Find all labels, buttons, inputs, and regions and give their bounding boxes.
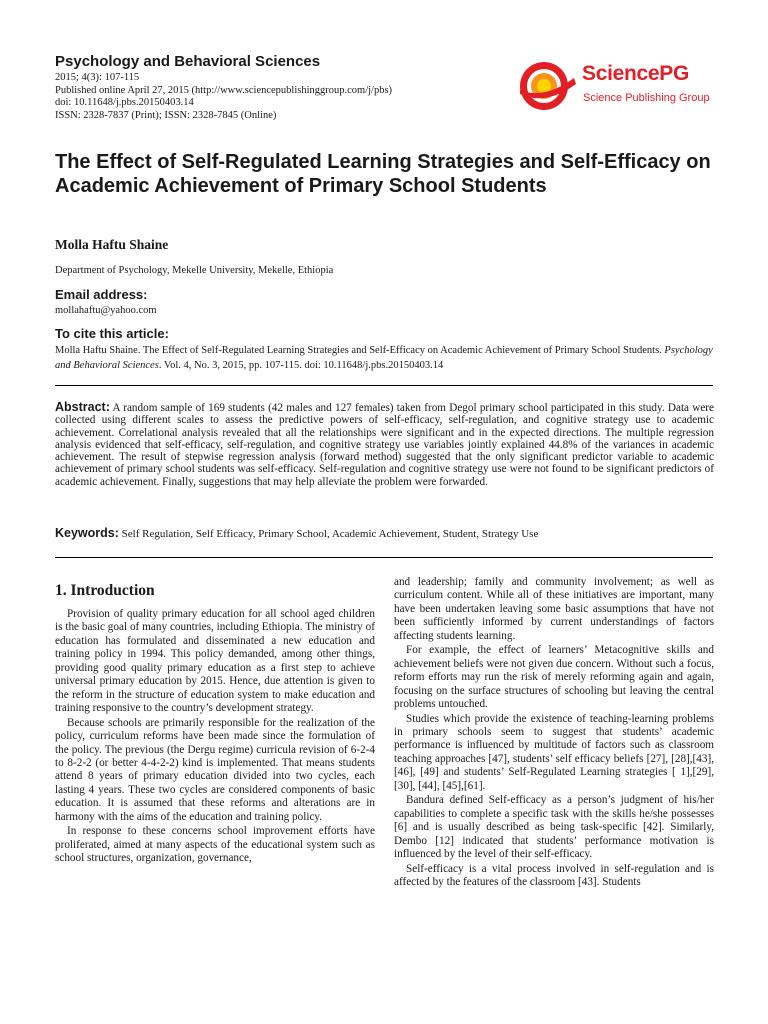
abstract: [55, 401, 714, 488]
abstract-text: A random sample of 169 students (42 males and 127 females) taken from Degol primary school participated in this study. Data were collected using different scales to assess the predictive powers of self-efficacy, self-regulation, and cognitive strategy use to academic achievement. Correlational analysis revealed that all the relationships were significant and in the expected directions. The multiple regression analysis evidenced that self-efficacy, self-regulation, and cognitive strategy use variables jointly explained 44.8% of the variances in academic achievement. The result of stepwise regression analysis (forward method) suggested that the only significant predictor variable to academic achievement of primary school students was self-efficacy. Self-regulation and cognitive strategy use were not found to be significant predictors of academic achievement. Finally, suggestions that may help alleviate the problem were forwarded.: [55, 402, 714, 488]
journal-meta: [55, 72, 392, 122]
logo-wordmark: SciencePG: [582, 62, 690, 85]
author-name: Molla Haftu Shaine: [55, 237, 169, 252]
cite-heading: To cite this article:: [55, 326, 169, 341]
volume-pages: 2015; 4(3): 107-115: [55, 72, 140, 83]
sciencepg-logo-icon: [516, 60, 578, 112]
divider-top: [55, 385, 713, 386]
body-paragraph: Because schools are primarily responsible for the realization of the policy, curriculum reforms have been made since the formulation of the policy. The previous (the Dergu regime) curricula revision of 6-2-4 to 8-2-2 (or better 4-4-2-2) kind is implemented. That means students attend 8 years of primary education divided into two cycles, each lasting 4 years. These two cycles are considered components of basic education. It is assumed that these reforms and alterations are in harmony with the aims of the education and training policy.: [55, 716, 375, 823]
body-paragraph: Studies which provide the existence of teaching-learning problems in primary schools seem to suggest that students’ academic performance is influenced by multitude of factors such as classroom teaching approaches [47], students’ self efficacy beliefs [27], [28],[43], [46], [49] and students’ Self-Regulated Learning strategies [ 1],[29],[30], [44], [45],[61].: [394, 712, 714, 792]
section-heading: 1. Introduction: [55, 582, 155, 599]
sciencepg-logo: [516, 60, 716, 112]
doi: doi: 10.11648/j.pbs.20150403.14: [55, 97, 194, 109]
body-paragraph: For example, the effect of learners’ Metacognitive skills and achievement beliefs were not given due concern. Without such a focus, reform efforts may run the risk of merely reforming again and again, focusing on the surface structures of schooling but leaving the central problems untouched.: [394, 644, 714, 711]
body-paragraph: Provision of quality primary education for all school aged children is the basic goal of many countries, including Ethiopia. The ministry of education has formulated and disseminated a new education and training policy in 1994. This policy demanded, among other things, providing good quality primary education as a first step to achieve universal primary education by 2015. Hence, due attention is given to the reform in the structure of education system to make education and training responsive to the country’s development strategy.: [55, 608, 375, 715]
logo-subtitle: Science Publishing Group: [583, 92, 710, 104]
keywords: [55, 526, 714, 540]
email-heading: Email address:: [55, 287, 148, 302]
body-paragraph: Bandura defined Self-efficacy as a person’s judgment of his/her capabilities to complete a specific task with the skills he/she possesses [6] and is usually described as being task-specific [42]. Similarly, Dembo [12] indicated that students’ performance motivation is influenced by the level of their self-efficacy.: [394, 794, 714, 861]
right-column: [394, 576, 714, 889]
paper-title: The Effect of Self-Regulated Learning Strategies and Self-Efficacy on Academic Achievement of Primary School Students: [55, 151, 711, 197]
citation: [55, 344, 715, 373]
author-email: mollahaftu@yahoo.com: [55, 305, 157, 316]
journal-title: Psychology and Behavioral Sciences: [55, 53, 321, 70]
published-online: Published online April 27, 2015 (http://www.sciencepublishinggroup.com/j/pbs): [55, 84, 393, 96]
citation-suffix: . Vol. 4, No. 3, 2015, pp. 107-115. doi: 10.11648/j.pbs.20150403.14: [158, 359, 444, 371]
author-affiliation: Department of Psychology, Mekelle University, Mekelle, Ethiopia: [55, 265, 334, 276]
left-column: [55, 608, 375, 866]
body-paragraph: Self-efficacy is a vital process involved in self-regulation and is affected by the features of the classroom [43]. Students: [394, 862, 714, 888]
citation-prefix: Molla Haftu Shaine. The Effect of Self-Regulated Learning Strategies and Self-Efficacy on Academic Achievement of Primary School Students.: [55, 345, 665, 356]
abstract-label: Abstract:: [55, 400, 110, 414]
keywords-label: Keywords:: [55, 526, 119, 540]
body-paragraph: and leadership; family and community involvement; as well as curriculum content. While all of these initiatives are important, many have been undertaken leaving some basic assumptions that have not been sufficiently informed by current understandings of factors affecting students learning.: [394, 576, 714, 642]
divider-bottom: [55, 557, 713, 558]
keywords-text: Self Regulation, Self Efficacy, Primary School, Academic Achievement, Student, Strategy Use: [121, 528, 539, 540]
body-paragraph: In response to these concerns school improvement efforts have proliferated, aimed at many aspects of the educational system such as school structures, organization, governance,: [55, 825, 375, 865]
issn: ISSN: 2328-7837 (Print); ISSN: 2328-7845 (Online): [55, 109, 277, 121]
citation-journal: Psychology and Behavioral Sciences: [55, 345, 713, 371]
